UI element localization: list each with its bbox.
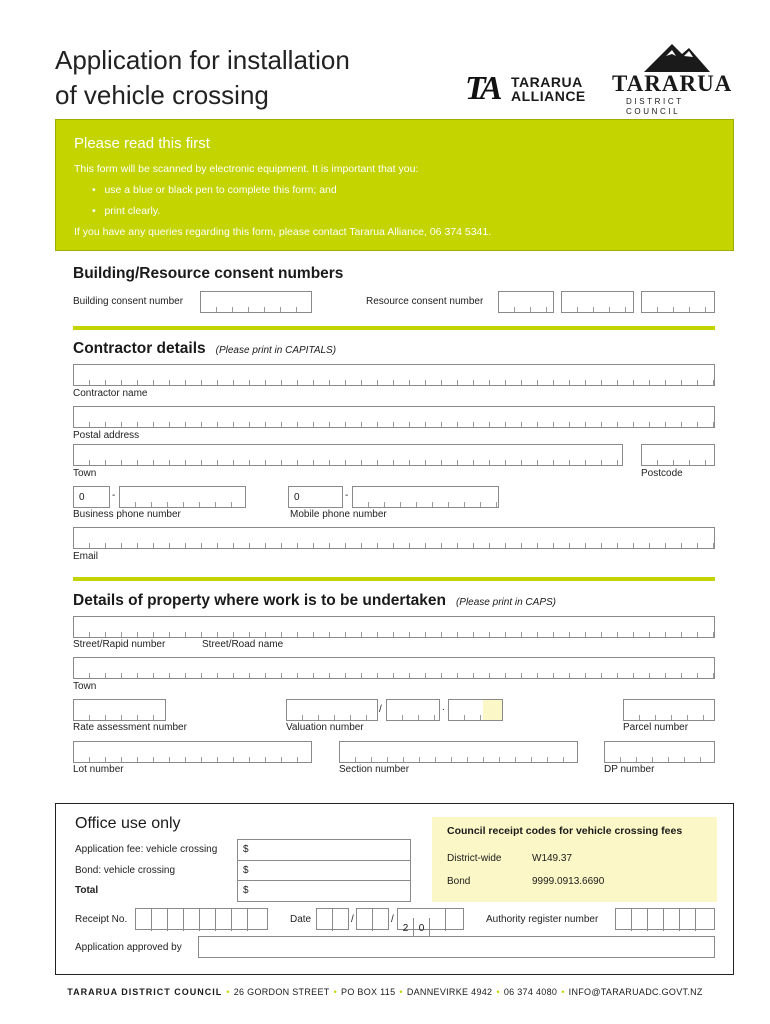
fees-table (237, 839, 411, 902)
postal-address-label: Postal address (73, 430, 140, 441)
business-phone-label: Business phone number (73, 509, 181, 520)
resource-consent-input-2[interactable] (561, 291, 634, 313)
property-heading-text: Details of property where work is to be undertaken (73, 592, 446, 609)
mountain-icon (642, 42, 712, 74)
valuation-slash: / (379, 704, 382, 715)
consent-heading: Building/Resource consent numbers (73, 265, 344, 282)
parcel-input[interactable] (623, 699, 715, 721)
tdc-logo-word: TARARUA (612, 71, 733, 96)
valuation-label: Valuation number (286, 722, 364, 733)
property-town-input[interactable] (73, 657, 715, 679)
notice-bullet-text: use a blue or black pen to complete this form; and (104, 184, 337, 196)
receipt-codes-box (432, 817, 717, 902)
section-divider (73, 577, 715, 581)
contractor-town-input[interactable] (73, 444, 623, 466)
authority-label: Authority register number (486, 914, 599, 925)
footer-separator: • (333, 987, 338, 997)
rate-assessment-label: Rate assessment number (73, 722, 187, 733)
valuation-input-2[interactable] (386, 699, 440, 721)
footer-separator: • (561, 987, 565, 997)
dp-label: DP number (604, 764, 655, 775)
valuation-dot: . (442, 702, 445, 713)
tararua-district-council-logo (612, 42, 740, 116)
postcode-input[interactable] (641, 444, 715, 466)
footer-separator: • (226, 987, 230, 997)
date-slash-2: / (391, 914, 394, 925)
contractor-name-label: Contractor name (73, 388, 148, 399)
notice-contact: If you have any queries regarding this form, please contact Tararua Alliance, 06 374 5341. (74, 226, 492, 238)
mobile-phone-input[interactable] (352, 486, 499, 508)
date-month-input[interactable] (356, 908, 389, 930)
street-input[interactable] (73, 616, 715, 638)
fee-label: Application fee: vehicle crossing (75, 844, 218, 855)
approved-input[interactable] (198, 936, 715, 958)
total-input[interactable]: $ (243, 885, 249, 896)
valuation-input-1[interactable] (286, 699, 378, 721)
ta-logo-line-1: TARARUA (511, 74, 583, 90)
tdc-logo-subtitle: DISTRICT COUNCIL (626, 97, 684, 116)
bond-input[interactable]: $ (238, 861, 410, 881)
footer-phone: 06 374 4080 (503, 987, 558, 997)
contractor-heading (73, 340, 336, 358)
footer-street: 26 GORDON STREET (233, 987, 330, 997)
receipt-code-name: District-wide (447, 853, 502, 864)
business-phone-input[interactable] (119, 486, 246, 508)
section-label: Section number (339, 764, 410, 775)
footer-pobox: PO BOX 115 (341, 987, 396, 997)
date-year-digit: 0 (414, 918, 430, 940)
approved-label: Application approved by (75, 942, 182, 953)
date-year-input[interactable] (397, 908, 464, 934)
dp-input[interactable] (604, 741, 715, 763)
receipt-code-row (447, 870, 702, 893)
notice-bullet-text: print clearly. (104, 205, 161, 217)
mobile-phone-dash: - (345, 490, 349, 501)
tararua-alliance-logo (465, 72, 595, 108)
street-number-label: Street/Rapid number (73, 639, 166, 650)
contractor-heading-text: Contractor details (73, 340, 206, 357)
notice-box (55, 119, 734, 251)
property-note: (Please print in CAPS) (455, 597, 556, 608)
mobile-phone-label: Mobile phone number (290, 509, 387, 520)
lot-label: Lot number (73, 764, 124, 775)
receipt-codes-heading: Council receipt codes for vehicle crossing fees (447, 825, 683, 837)
title-line-1: Application for installation (55, 45, 350, 75)
notice-heading: Please read this first (74, 135, 210, 152)
resource-consent-label: Resource consent number (366, 296, 484, 307)
resource-consent-input-1[interactable] (498, 291, 554, 313)
ta-logo-line-2: ALLIANCE (511, 88, 586, 104)
receipt-code-value: W149.37 (532, 853, 573, 864)
street-name-label: Street/Road name (202, 639, 284, 650)
total-label: Total (75, 885, 99, 896)
building-consent-label: Building consent number (73, 296, 184, 307)
email-input[interactable] (73, 527, 715, 549)
date-year-digit: 2 (398, 918, 414, 940)
title-line-2: of vehicle crossing (55, 80, 269, 110)
page-title (55, 43, 350, 113)
postal-address-input[interactable] (73, 406, 715, 428)
footer-email: INFO@TARARUADC.GOVT.NZ (568, 987, 703, 997)
footer-town: DANNEVIRKE 4942 (406, 987, 493, 997)
notice-bullet: • print clearly. (92, 205, 161, 217)
section-input[interactable] (339, 741, 578, 763)
bond-label: Bond: vehicle crossing (75, 865, 176, 876)
parcel-label: Parcel number (623, 722, 689, 733)
receipt-code-value: 9999.0913.6690 (532, 876, 605, 887)
fee-input[interactable]: $ (238, 840, 410, 861)
notice-bullet: • use a blue or black pen to complete this form; and (92, 184, 337, 196)
property-heading (73, 592, 556, 610)
footer-separator: • (399, 987, 403, 997)
receipt-code-row (447, 847, 702, 870)
mobile-phone-prefix[interactable]: 0 (288, 486, 343, 508)
email-label: Email (73, 551, 99, 562)
valuation-highlight (483, 700, 502, 720)
property-town-label: Town (73, 681, 97, 692)
building-consent-input[interactable] (200, 291, 312, 313)
footer-separator: • (496, 987, 500, 997)
receipt-code-name: Bond (447, 876, 471, 887)
contractor-town-label: Town (73, 468, 97, 479)
business-phone-prefix[interactable]: 0 (73, 486, 110, 508)
date-slash-1: / (351, 914, 354, 925)
contractor-name-input[interactable] (73, 364, 715, 386)
section-divider (73, 326, 715, 330)
contractor-note: (Please print in CAPITALS) (215, 345, 337, 356)
rate-assessment-input[interactable] (73, 699, 166, 721)
receipt-input[interactable] (135, 908, 268, 930)
resource-consent-input-3[interactable] (641, 291, 715, 313)
footer-org: TARARUA DISTRICT COUNCIL (67, 987, 223, 997)
office-heading: Office use only (75, 815, 181, 832)
business-phone-dash: - (112, 490, 116, 501)
postcode-label: Postcode (641, 468, 683, 479)
ta-logo-mark: TA (465, 70, 499, 107)
notice-intro: This form will be scanned by electronic equipment. It is important that you: (74, 163, 419, 175)
authority-input[interactable] (615, 908, 715, 930)
footer (0, 987, 770, 997)
lot-input[interactable] (73, 741, 312, 763)
date-label: Date (290, 914, 312, 925)
receipt-label: Receipt No. (75, 914, 128, 925)
date-day-input[interactable] (316, 908, 349, 930)
